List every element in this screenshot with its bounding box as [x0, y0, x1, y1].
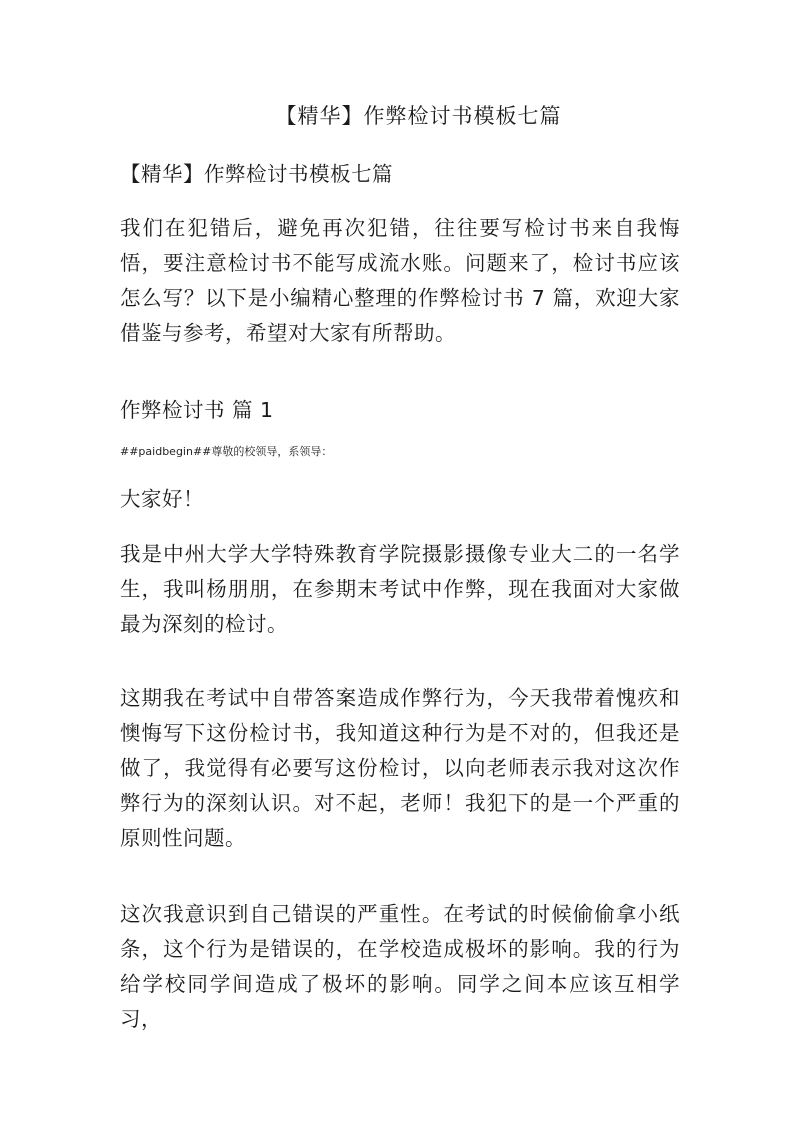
document-title: 【精华】作弊检讨书模板七篇: [275, 104, 562, 128]
paid-marker-salutation: ##paidbegin##尊敬的校领导，系领导：: [120, 445, 333, 458]
body-paragraph-2: 这期我在考试中自带答案造成作弊行为，今天我带着愧疚和懊悔写下这份检讨书，我知道这种行为是不对的，但我还是做了，我觉得有必要写这份检讨，以向老师表示我对这次作弊行为的深刻认识。对不起，老师！我犯下的是一个严重的原则性问题。: [120, 686, 680, 850]
intro-paragraph: 我们在犯错后，避免再次犯错，往往要写检讨书来自我悔悟，要注意检讨书不能写成流水账。问题来了，检讨书应该怎么写？以下是小编精心整理的作弊检讨书 7 篇，欢迎大家借鉴与参考，希望对大家有所帮助。: [120, 216, 680, 345]
body-paragraph-1: 我是中州大学大学特殊教育学院摄影摄像专业大二的一名学生，我叫杨朋朋，在参期末考试中作弊，现在我面对大家做最为深刻的检讨。: [120, 542, 680, 636]
body-paragraph-3: 这次我意识到自己错误的严重性。在考试的时候偷偷拿小纸条，这个行为是错误的，在学校造成极坏的影响。我的行为给学校同学间造成了极坏的影响。同学之间本应该互相学习，: [120, 902, 680, 1031]
document-heading: 【精华】作弊检讨书模板七篇: [120, 162, 393, 186]
section-title: 作弊检讨书 篇 1: [120, 398, 274, 422]
greeting: 大家好！: [120, 487, 204, 511]
